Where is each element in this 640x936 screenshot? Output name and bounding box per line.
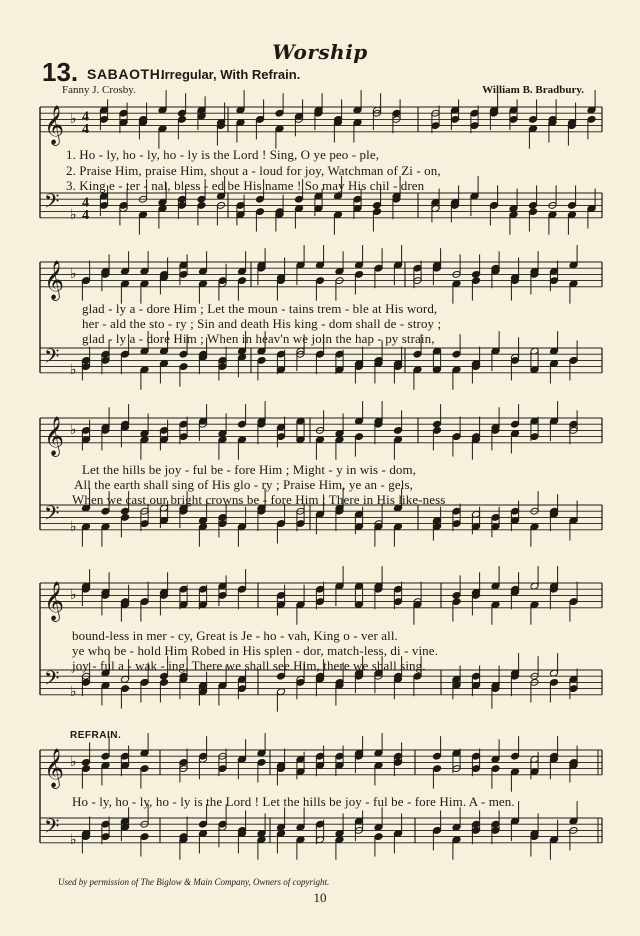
flat-sign: ♭ — [70, 587, 77, 604]
lyric-verse-2: All the earth shall sing of His glo - ry ; Praise Him, ye an - gels, — [74, 477, 413, 492]
flat-sign: ♭ — [70, 111, 77, 128]
lyric-verse-1: bound-less in mer - cy, Great is Je - ho - vah, King o - ver all. — [72, 628, 398, 643]
lyric-verse-3: joy - ful a - wak - ing, There we shall see Him, there we shall sing. — [72, 658, 426, 673]
flat-sign: ♭ — [70, 684, 77, 701]
page-number: 10 — [313, 890, 327, 905]
copyright-notice: Used by permission of The Biglow & Main Company, Owners of copyright. — [58, 877, 330, 887]
bass-clef: 𝄢 — [44, 344, 60, 373]
hymn-tune-name: SABAOTH. — [87, 66, 165, 82]
flat-sign: ♭ — [70, 754, 77, 771]
lyric-verse-2: ye who be - hold Him Robed in His splen - dor, match-less, di - vine. — [72, 643, 438, 658]
lyric-verse-1: glad - ly a - dore Him ; Let the moun - tains trem - ble at His word, — [82, 301, 438, 316]
bass-clef: 𝄢 — [44, 814, 60, 843]
section-title: Worship — [272, 40, 368, 64]
time-signature-bottom: 4 — [82, 121, 89, 137]
lyric-verse-1: 1. Ho - ly, ho - ly, ho - ly is the Lord ! Sing, O ye peo - ple, — [66, 147, 380, 162]
treble-clef: 𝄞 — [44, 259, 65, 300]
treble-clef: 𝄞 — [44, 747, 65, 788]
bass-clef: 𝄢 — [44, 666, 60, 695]
lyric-verse-2: 2. Praise Him, praise Him, shout a - loud for joy, Watchman of Zi - on, — [66, 163, 441, 178]
lyric-verse-3: When we cast our bright crowns be - fore Him ; There in His like-ness — [72, 492, 446, 507]
flat-sign: ♭ — [70, 519, 77, 536]
bass-clef: 𝄢 — [44, 189, 60, 218]
flat-sign: ♭ — [70, 422, 77, 439]
lyric-verse-3: glad - ly a - dore Him ; When in heav'n we join the hap - py strain, — [82, 331, 435, 346]
bass-clef: 𝄢 — [44, 501, 60, 530]
hymn-meter: Irregular, With Refrain. — [161, 67, 301, 82]
lyric-verse-1: Let the hills be joy - ful be - fore Him ; Might - y in wis - dom, — [82, 462, 417, 477]
flat-sign: ♭ — [70, 207, 77, 224]
lyric-verse-3: 3. King e - ter - nal, bless - ed be His name ! So may His chil - dren — [66, 178, 425, 193]
hymn-number: 13. — [42, 57, 79, 87]
music-composer: William B. Bradbury. — [482, 84, 584, 96]
time-signature-top: 4 — [82, 109, 89, 125]
lyric-verse-2: her - ald the sto - ry ; Sin and death His king - dom shall de - stroy ; — [82, 316, 442, 331]
lyric-refrain: Ho - ly, ho - ly, ho - ly is the Lord ! Let the hills be joy - ful be - fore Him. A - men. — [72, 794, 515, 809]
treble-clef: 𝄞 — [44, 104, 65, 145]
treble-clef: 𝄞 — [44, 415, 65, 456]
refrain-label: REFRAIN. — [70, 730, 122, 741]
flat-sign: ♭ — [70, 832, 77, 849]
time-signature-bottom: 4 — [82, 207, 89, 223]
lyrics-author: Fanny J. Crosby. — [62, 84, 136, 96]
flat-sign: ♭ — [70, 266, 77, 283]
time-signature-top: 4 — [82, 195, 89, 211]
treble-clef: 𝄞 — [44, 580, 65, 621]
flat-sign: ♭ — [70, 362, 77, 379]
